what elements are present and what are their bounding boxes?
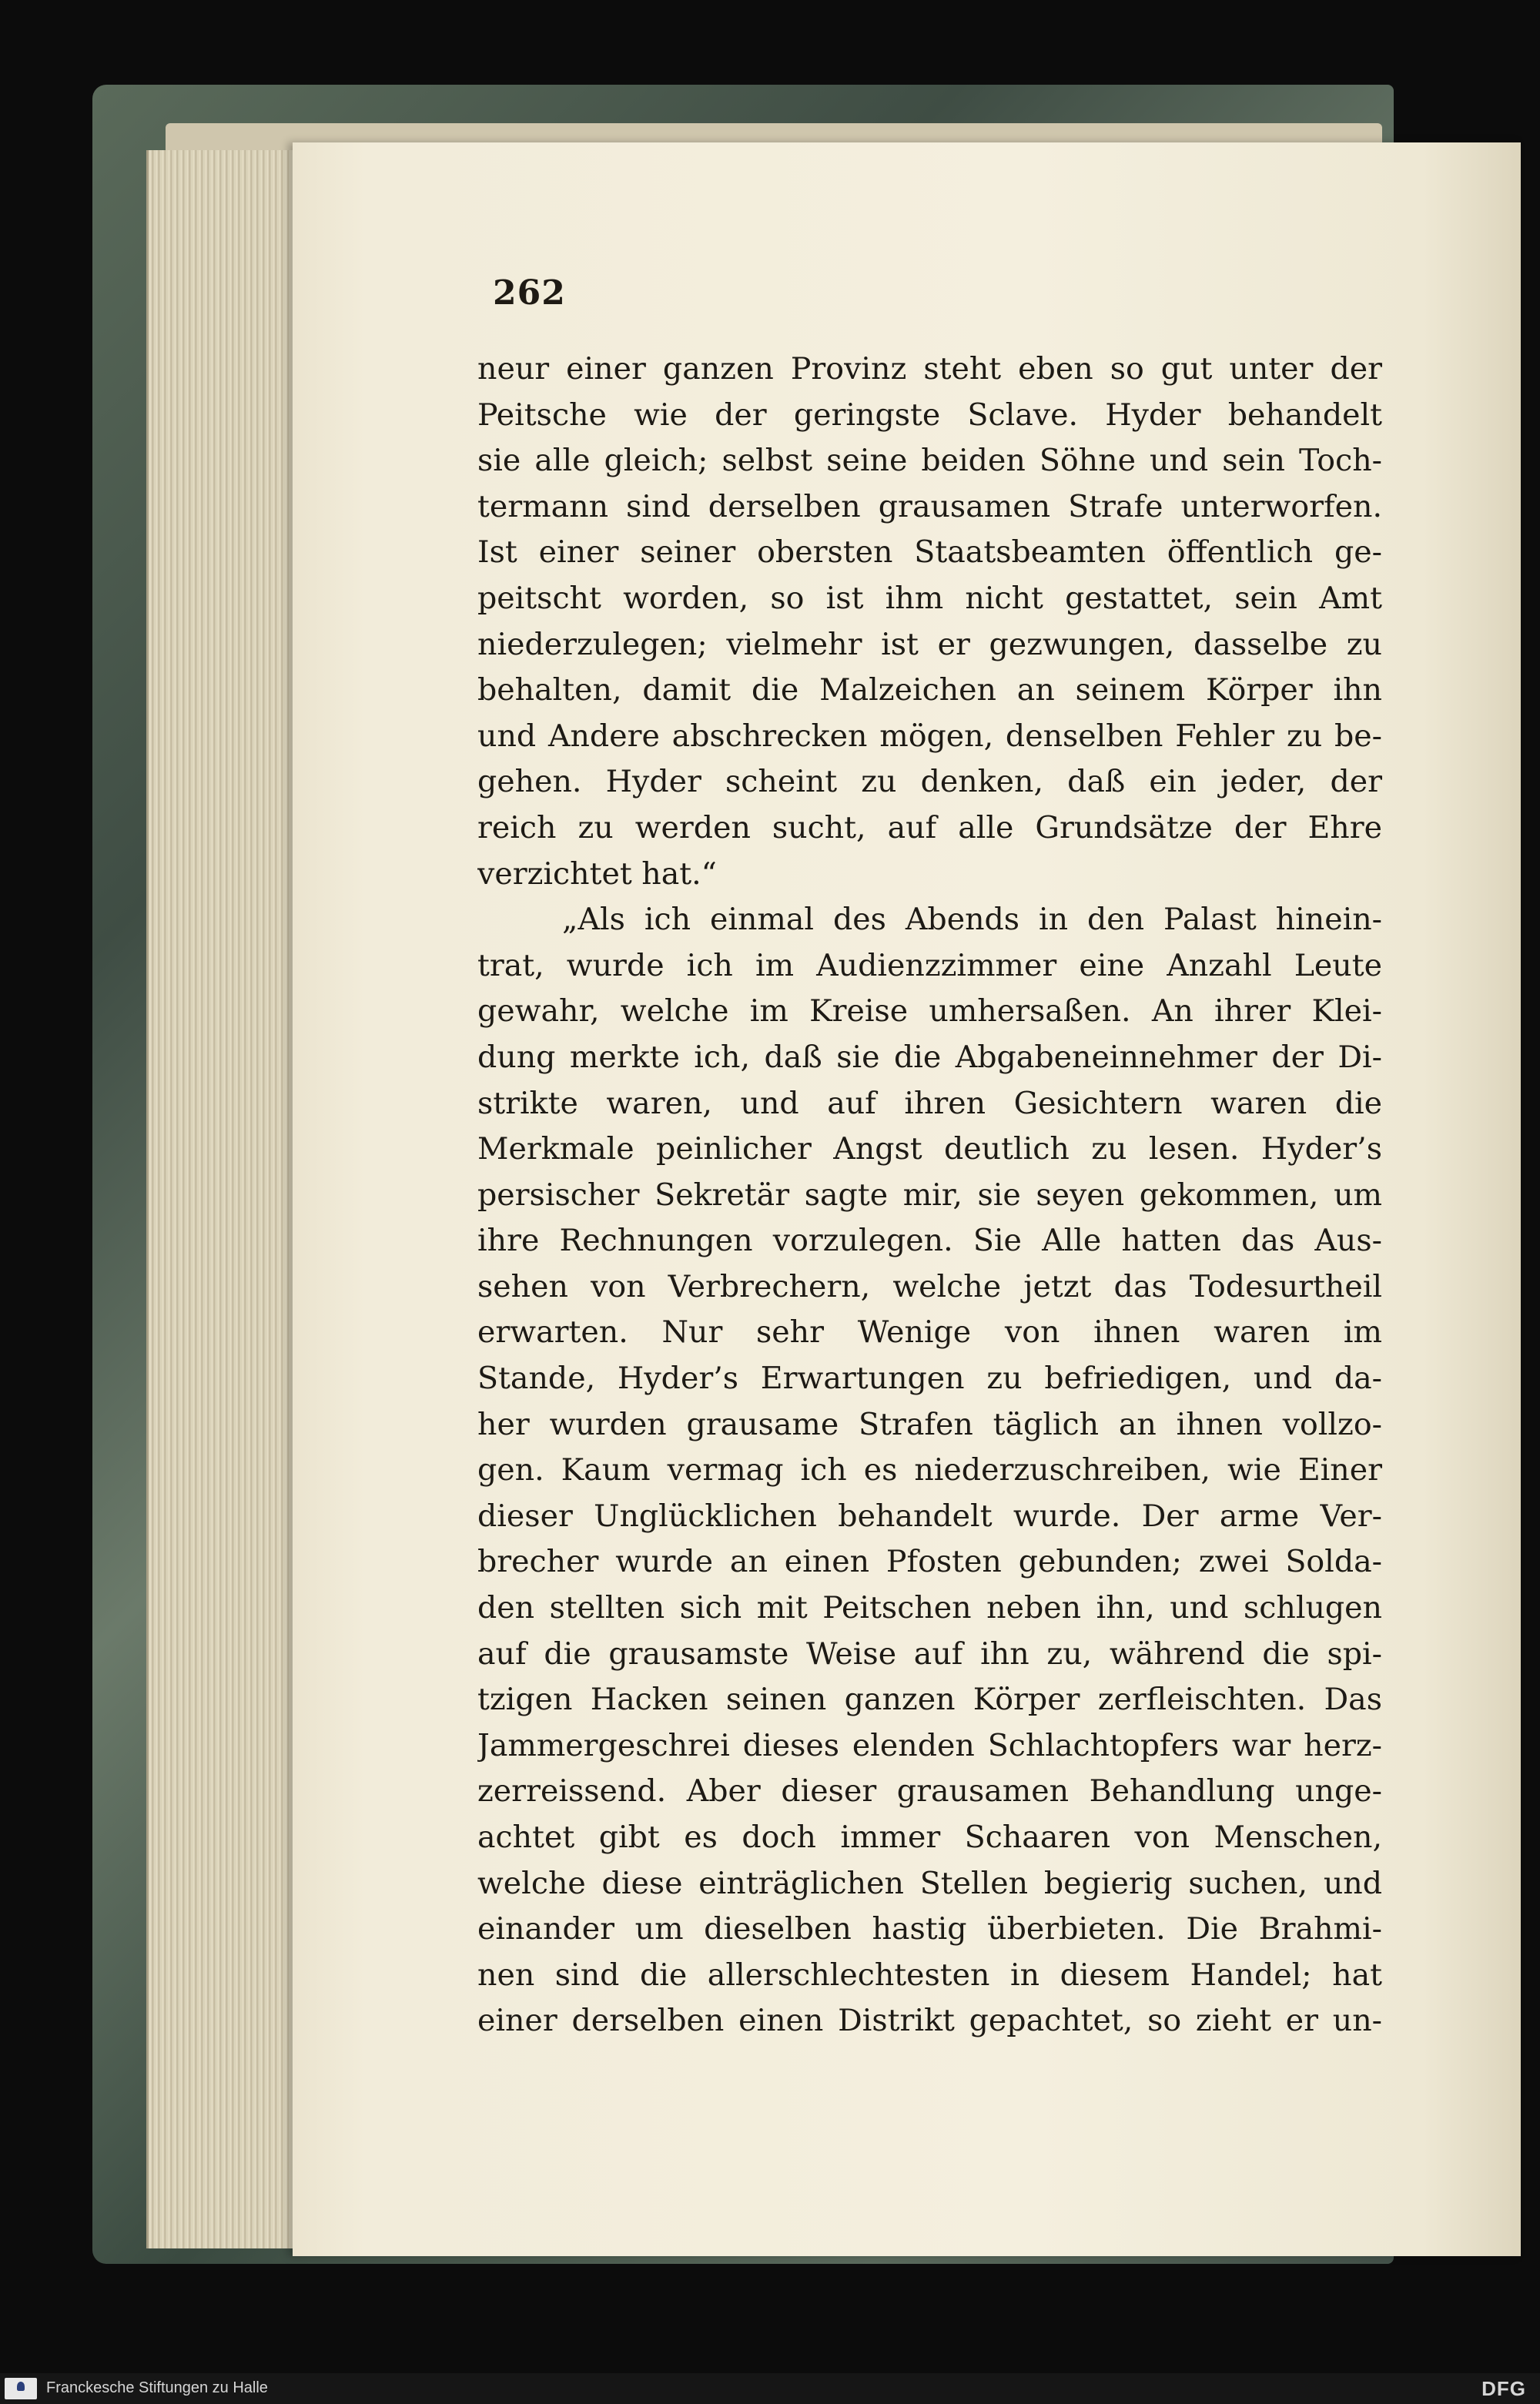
text-line: Jammergeschrei dieses elenden Schlachtopfers war herz- xyxy=(477,1727,1382,1763)
text-line: dieser Unglücklichen behandelt wurde. Der arme Ver- xyxy=(477,1498,1382,1534)
text-line: strikte waren, und auf ihren Gesichtern waren die xyxy=(477,1085,1382,1121)
text-line: brecher wurde an einen Pfosten gebunden; zwei Solda- xyxy=(477,1544,1382,1580)
text-line: Peitsche wie der geringste Sclave. Hyder behandelt xyxy=(477,397,1382,433)
dfg-logo: DFG xyxy=(1481,2377,1526,2400)
text-line: zerreissend. Aber dieser grausamen Behandlung unge- xyxy=(477,1773,1382,1810)
text-line: achtet gibt es doch immer Schaaren von Menschen, xyxy=(477,1820,1382,1855)
text-line: verzichtet hat.“ xyxy=(477,855,717,892)
text-line: und Andere abschrecken mögen, denselben Fehler zu be- xyxy=(477,718,1382,754)
text-line: sehen von Verbrechern, welche jetzt das Todesurtheil xyxy=(477,1268,1382,1304)
text-line: Stande, Hyder’s Erwartungen zu befriedigen, und da- xyxy=(477,1361,1382,1397)
text-line: einer derselben einen Distrikt gepachtet, so zieht er un- xyxy=(477,2003,1382,2039)
text-line: auf die grausamste Weise auf ihn zu, während die spi- xyxy=(477,1636,1382,1672)
text-line: behalten, damit die Malzeichen an seinem Körper ihn xyxy=(477,672,1382,708)
text-line: peitscht worden, so ist ihm nicht gestattet, sein Amt xyxy=(477,580,1382,616)
text-line: welche diese einträglichen Stellen begierig suchen, und xyxy=(477,1865,1382,1901)
text-line: Merkmale peinlicher Angst deutlich zu lesen. Hyder’s xyxy=(477,1131,1382,1167)
text-line: niederzulegen; vielmehr ist er gezwungen, dasselbe zu xyxy=(477,626,1382,662)
text-line: termann sind derselben grausamen Strafe unterworfen. xyxy=(477,488,1382,524)
text-line: dung merkte ich, daß sie die Abgabeneinnehmer der Di- xyxy=(477,1039,1382,1075)
institution-logo-icon xyxy=(5,2378,37,2399)
text-line: erwarten. Nur sehr Wenige von ihnen waren im xyxy=(477,1314,1382,1351)
text-line: gen. Kaum vermag ich es niederzuschreiben, wie Einer xyxy=(477,1452,1382,1488)
text-line: reich zu werden sucht, auf alle Grundsätze der Ehre xyxy=(477,809,1382,845)
text-line: den stellten sich mit Peitschen neben ihn, und schlugen xyxy=(477,1590,1382,1626)
text-line: ihre Rechnungen vorzulegen. Sie Alle hatten das Aus- xyxy=(477,1223,1382,1259)
page-text xyxy=(477,347,1382,2044)
institution-name: Franckesche Stiftungen zu Halle xyxy=(46,2379,268,2396)
text-line: trat, wurde ich im Audienzzimmer eine Anzahl Leute xyxy=(477,947,1382,983)
text-line: einander um dieselben hastig überbieten. Die Brahmi- xyxy=(477,1911,1382,1947)
text-line: sie alle gleich; selbst seine beiden Söhne und sein Toch- xyxy=(477,443,1382,479)
text-line: gehen. Hyder scheint zu denken, daß ein jeder, der xyxy=(477,764,1382,800)
text-line: „Als ich einmal des Abends in den Palast hinein- xyxy=(562,902,1382,938)
text-line: her wurden grausame Strafen täglich an ihnen vollzo- xyxy=(477,1406,1382,1442)
text-line: Ist einer seiner obersten Staatsbeamten öffentlich ge- xyxy=(477,534,1382,571)
page-number: 262 xyxy=(493,273,566,313)
text-line: neur einer ganzen Provinz steht eben so gut unter der xyxy=(477,351,1382,387)
text-line: nen sind die allerschlechtesten in diesem Handel; hat xyxy=(477,1957,1382,1993)
text-line: tzigen Hacken seinen ganzen Körper zerfleischten. Das xyxy=(477,1682,1382,1718)
text-line: persischer Sekretär sagte mir, sie seyen gekommen, um xyxy=(477,1177,1382,1213)
page-stack xyxy=(146,150,303,2248)
text-line: gewahr, welche im Kreise umhersaßen. An ihrer Klei- xyxy=(477,993,1382,1030)
footer-bar xyxy=(0,2373,1540,2404)
